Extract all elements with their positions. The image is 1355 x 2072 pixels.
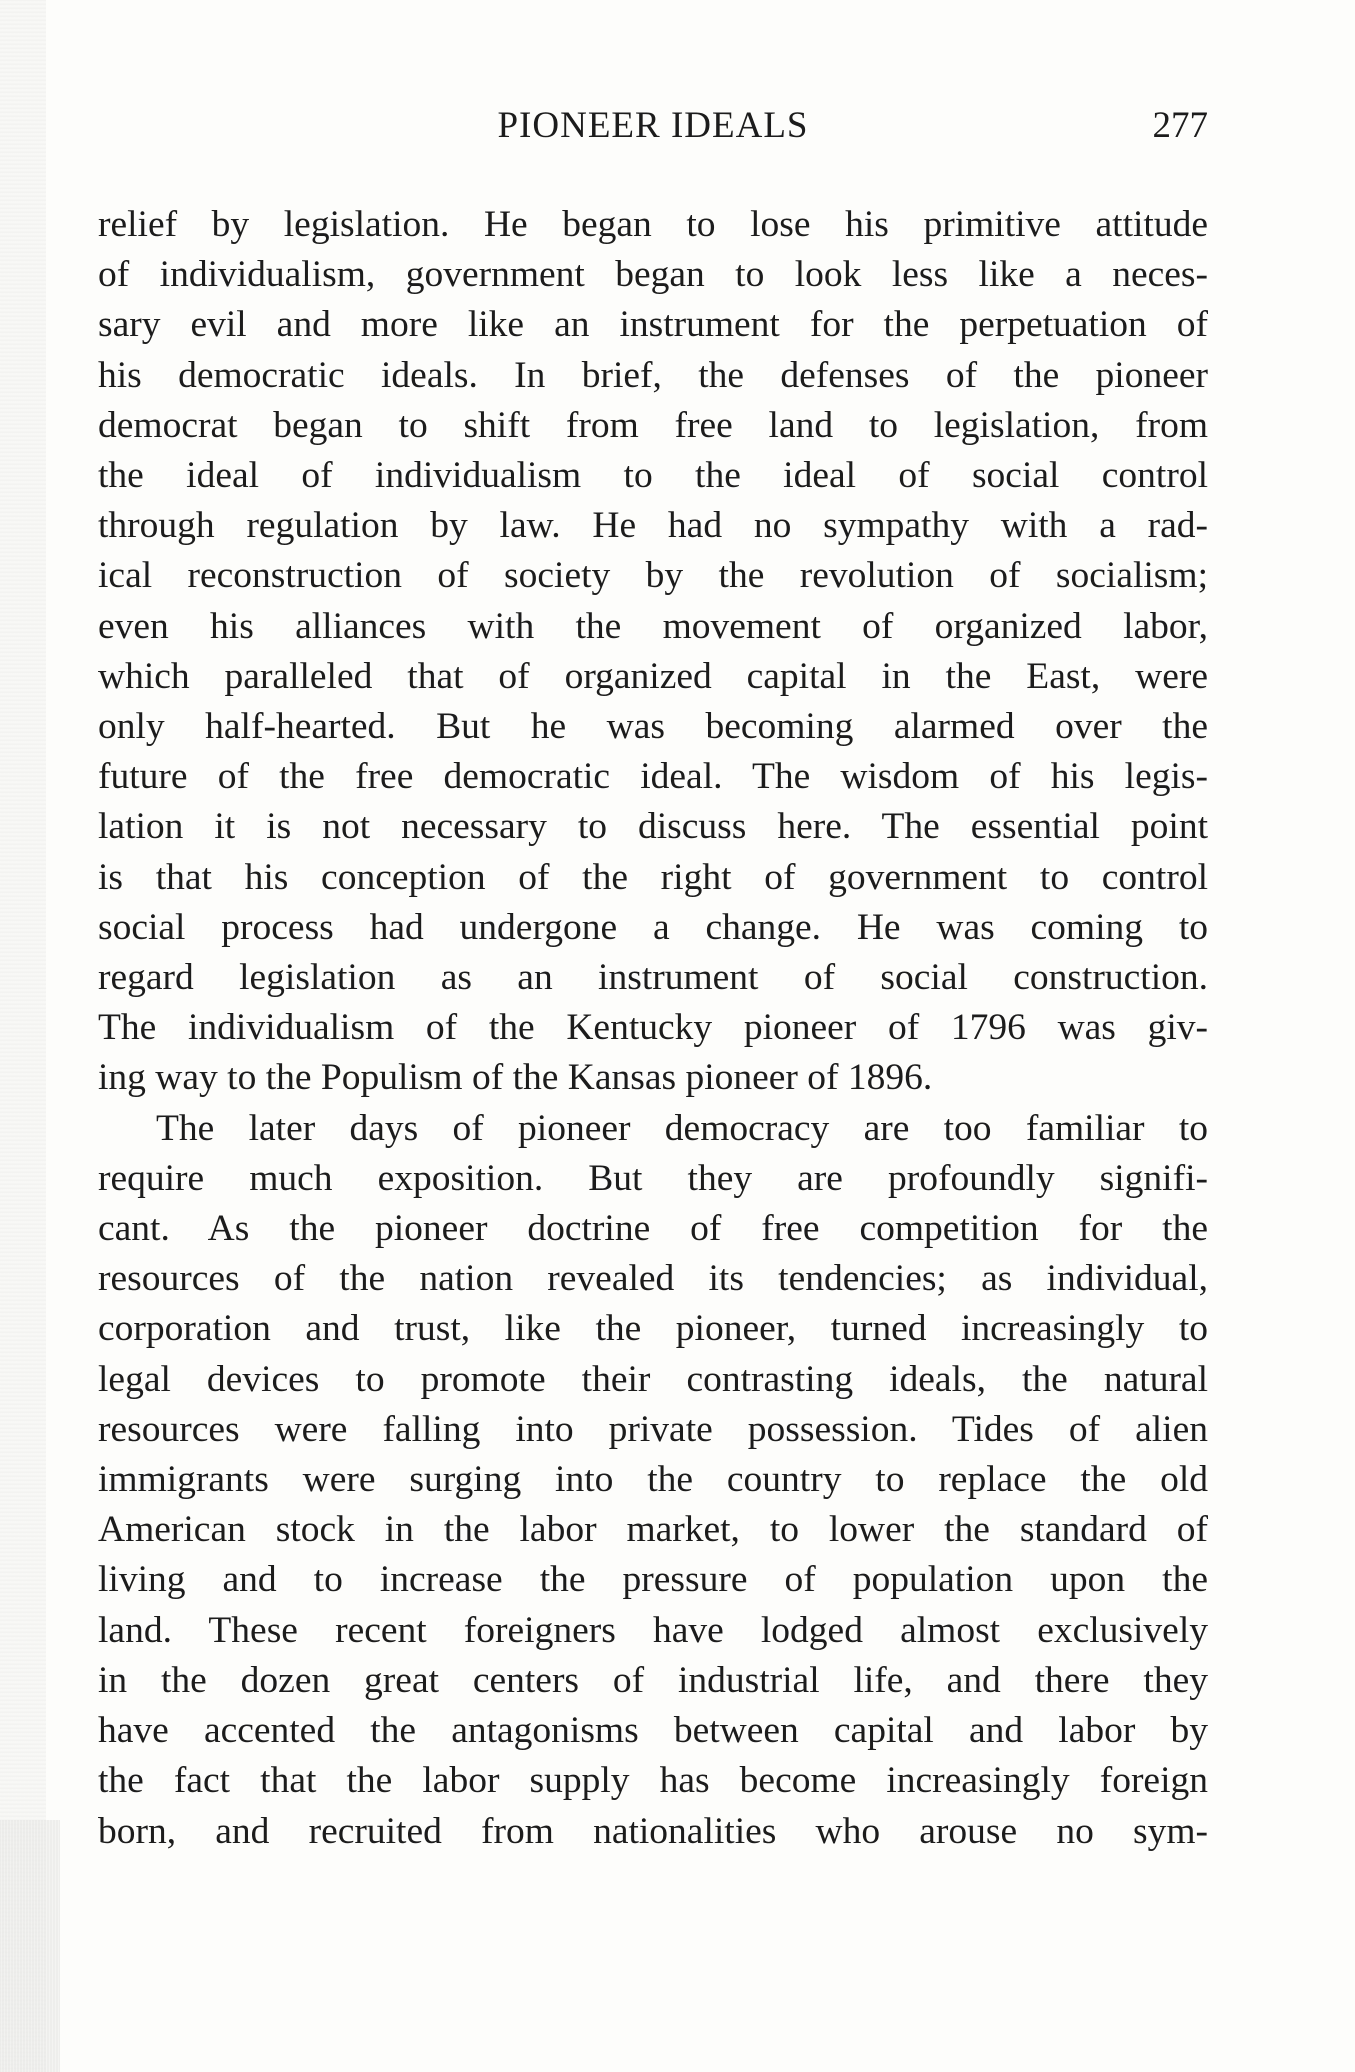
paragraph-1 bbox=[98, 200, 1208, 1104]
text-line: of individualism, government began to look less like a neces- bbox=[98, 254, 1208, 296]
text-line: future of the free democratic ideal. The wisdom of his legis- bbox=[98, 756, 1208, 798]
text-line: resources of the nation revealed its tendencies; as individual, bbox=[98, 1258, 1208, 1300]
text-line: through regulation by law. He had no sympathy with a rad- bbox=[98, 505, 1208, 547]
running-title: PIONEER IDEALS bbox=[497, 105, 809, 146]
text-line: cant. As the pioneer doctrine of free competition for the bbox=[98, 1208, 1208, 1250]
text-line: resources were falling into private possession. Tides of alien bbox=[98, 1408, 1208, 1450]
text-line: American stock in the labor market, to lower the standard of bbox=[98, 1509, 1208, 1551]
text-line: lation it is not necessary to discuss here. The essential point bbox=[98, 806, 1208, 848]
scan-edge-shading-bottom bbox=[0, 1820, 60, 2072]
text-line: his democratic ideals. In brief, the defenses of the pioneer bbox=[98, 354, 1208, 396]
text-line: only half-hearted. But he was becoming alarmed over the bbox=[98, 706, 1208, 748]
text-line: relief by legislation. He began to lose his primitive attitude bbox=[98, 204, 1208, 245]
text-line: The later days of pioneer democracy are too familiar to bbox=[156, 1107, 1208, 1149]
scan-edge-shading bbox=[0, 0, 46, 2072]
text-line: is that his conception of the right of government to control bbox=[98, 856, 1208, 898]
text-line: in the dozen great centers of industrial life, and there they bbox=[98, 1659, 1208, 1701]
text-line: legal devices to promote their contrasting ideals, the natural bbox=[98, 1358, 1208, 1400]
text-line: have accented the antagonisms between capital and labor by bbox=[98, 1710, 1208, 1752]
text-line: which paralleled that of organized capital in the East, were bbox=[98, 655, 1208, 697]
text-line: ical reconstruction of society by the revolution of socialism; bbox=[98, 555, 1208, 597]
text-line: the fact that the labor supply has become increasingly foreign bbox=[98, 1760, 1208, 1802]
running-header bbox=[98, 104, 1208, 158]
paragraph-2 bbox=[98, 1104, 1208, 1857]
body-text bbox=[98, 200, 1208, 1857]
text-line: immigrants were surging into the country to replace the old bbox=[98, 1459, 1208, 1501]
page-number: 277 bbox=[1152, 105, 1208, 146]
text-line: even his alliances with the movement of organized labor, bbox=[98, 605, 1208, 647]
text-line: corporation and trust, like the pioneer, turned increasingly to bbox=[98, 1308, 1208, 1350]
text-line: born, and recruited from nationalities who arouse no sym- bbox=[98, 1810, 1208, 1852]
text-line: social process had undergone a change. He was coming to bbox=[98, 906, 1208, 948]
text-line: democrat began to shift from free land to legislation, from bbox=[98, 404, 1208, 446]
text-line: living and to increase the pressure of population upon the bbox=[98, 1559, 1208, 1601]
text-line: land. These recent foreigners have lodged almost exclusively bbox=[98, 1609, 1208, 1651]
text-line: the ideal of individualism to the ideal of social control bbox=[98, 455, 1208, 497]
text-line: The individualism of the Kentucky pioneer of 1796 was giv- bbox=[98, 1007, 1208, 1049]
text-line: require much exposition. But they are profoundly signifi- bbox=[98, 1157, 1208, 1199]
text-line: regard legislation as an instrument of social construction. bbox=[98, 957, 1208, 999]
text-line: sary evil and more like an instrument for the perpetuation of bbox=[98, 304, 1208, 346]
text-line: ing way to the Populism of the Kansas pioneer of 1896. bbox=[98, 1057, 933, 1099]
